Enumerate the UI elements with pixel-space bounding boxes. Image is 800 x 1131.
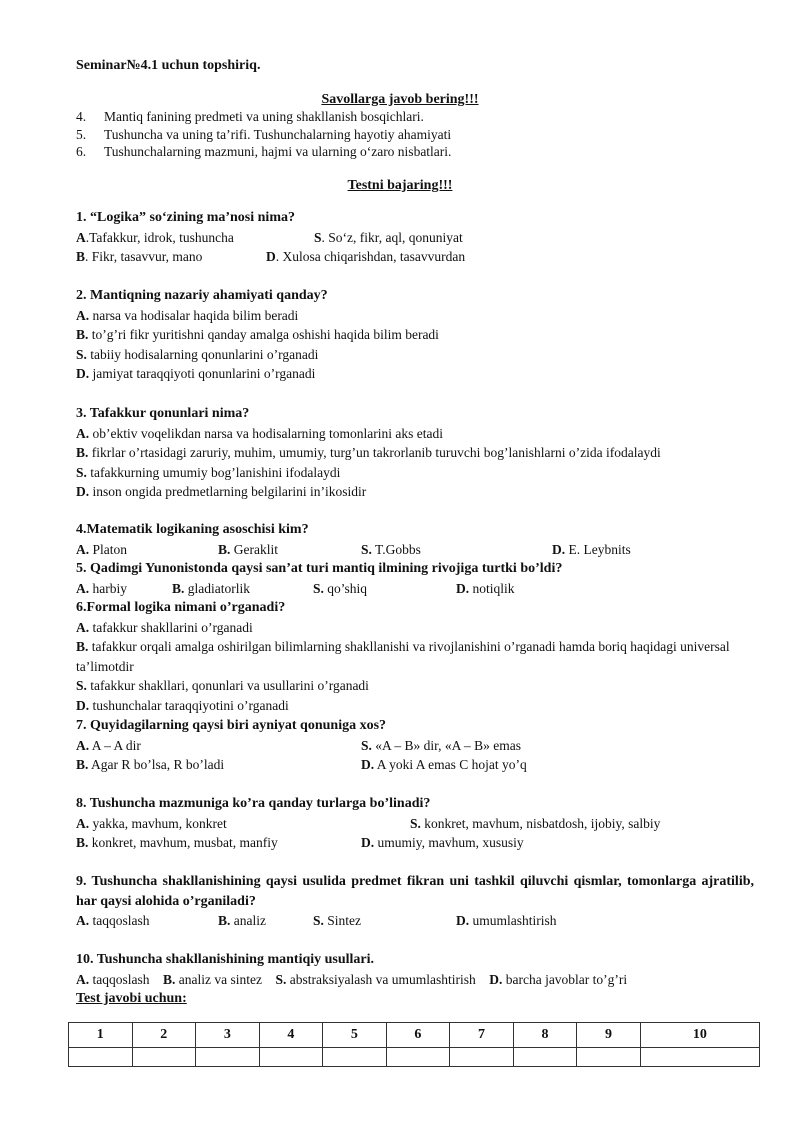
question-text: 6.Formal logika nimani o’rganadi? <box>76 600 286 615</box>
list-item: 4. Mantiq fanining predmeti va uning shakllanish bosqichlari. <box>76 109 424 124</box>
test-question-2: 2. Mantiqning nazariy ahamiyati qanday? A. narsa va hodisalar haqida bilim beradi B. to’g’ri fikr yuritishni qanday amalga oshishi haqida bilim beradi S. tabiiy hodisalarning qonunlarini o’rganadi D. jamiyat taraqqiyoti qonunlarini o’rganadi <box>76 286 756 384</box>
test-heading: Testni bajaring!!! <box>347 178 453 193</box>
test-question-1: 1. “Logika” so‘zining ma’nosi nima? A.Tafakkur, idrok, tushuncha S. So‘z, fikr, aql, qonuniyat B. Fikr, tasavvur, mano D. Xulosa chiqarishdan, tasavvurdan <box>76 208 756 267</box>
answer-cell[interactable] <box>577 1048 641 1067</box>
answer-cell[interactable] <box>259 1048 323 1067</box>
answer-cell[interactable] <box>69 1048 133 1067</box>
test-question-10: 10. Tushuncha shakllanishining mantiqiy usullari. A. taqqoslash B. analiz va sintez S. abstraksiyalash va umumlashtirish D. barcha javoblar to’g’ri Test javobi uchun: <box>76 950 756 1009</box>
answer-cell[interactable] <box>513 1048 577 1067</box>
answer-cell[interactable] <box>132 1048 196 1067</box>
question-text: 10. Tushuncha shakllanishining mantiqiy usullari. <box>76 952 375 967</box>
question-text: 1. “Logika” so‘zining ma’nosi nima? <box>76 210 295 225</box>
test-question-7: 7. Quyidagilarning qaysi biri ayniyat qonuniga xos? A. A – A dir S. «A – B» dir, «A – B» emas B. Agar R bo’lsa, R bo’ladi D. A yoki A emas C hojat yo’q <box>76 716 756 775</box>
answer-cell[interactable] <box>386 1048 450 1067</box>
answer-cell[interactable] <box>196 1048 260 1067</box>
questions-heading: Savollarga javob bering!!! <box>321 92 479 107</box>
test-question-9: 9. Tushuncha shakllanishining qaysi usulida predmet fikran uni tashkil qiluvchi qismlar, tomonlarga ajratilib, har qaysi alohida o’rganiladi? A. taqqoslash B. analiz S. Sintez D. umumlashtirish <box>76 874 754 928</box>
table-row <box>69 1048 760 1067</box>
answer-cell[interactable] <box>640 1048 759 1067</box>
test-question-6: 6.Formal logika nimani o’rganadi? A. tafakkur shakllarini o’rganadi B. tafakkur orqali amalga oshirilgan bilimlarning shakllanishi va rivojlanishini o’rganadi hamda boriq haqidagi universal ta’limotdir S. tafakkur shakllari, qonunlari va usullarini o’rganadi D. tushunchalar taraqqiyotini o’rganadi <box>76 598 756 715</box>
question-text: 2. Mantiqning nazariy ahamiyati qanday? <box>76 288 328 303</box>
table-row: 1 2 3 4 5 6 7 8 9 10 <box>69 1023 760 1048</box>
answer-heading: Test javobi uchun: <box>76 991 187 1006</box>
question-text: 4.Matematik logikaning asoschisi kim? <box>76 522 309 537</box>
question-text: 8. Tushuncha mazmuniga ko’ra qanday turlarga bo’linadi? <box>76 796 431 811</box>
question-text: 3. Tafakkur qonunlari nima? <box>76 406 250 421</box>
test-question-8: 8. Tushuncha mazmuniga ko’ra qanday turlarga bo’linadi? A. yakka, mavhum, konkret S. konkret, mavhum, nisbatdosh, ijobiy, salbiy B. konkret, mavhum, musbat, manfiy D. umumiy, mavhum, xususiy <box>76 794 756 853</box>
answer-cell[interactable] <box>323 1048 387 1067</box>
question-text: 9. Tushuncha shakllanishining qaysi usulida predmet fikran uni tashkil qiluvchi qismlar, tomonlarga ajratilib, har qaysi alohida o’rganiladi? <box>76 874 754 909</box>
answer-cell[interactable] <box>450 1048 514 1067</box>
questions-list <box>76 108 451 161</box>
answer-table <box>68 1022 760 1067</box>
test-question-5: 5. Qadimgi Yunonistonda qaysi san’at turi mantiq ilmining rivojiga turtki bo’ldi? A. harbiy B. gladiatorlik S. qo’shiq D. notiqlik <box>76 559 756 598</box>
page-title: Seminar№4.1 uchun topshiriq. <box>76 58 261 73</box>
test-question-4: 4.Matematik logikaning asoschisi kim? A. Platon B. Geraklit S. T.Gobbs D. E. Leybnits <box>76 520 756 559</box>
test-question-3: 3. Tafakkur qonunlari nima? A. ob’ektiv voqelikdan narsa va hodisalarning tomonlarini aks etadi B. fikrlar o’rtasidagi zaruriy, muhim, umumiy, turg’un takrorlanib turuvchi bog’lanishlarni o’zida ifodalaydi S. tafakkurning umumiy bog’lanishini ifodalaydi D. inson ongida predmetlarning belgilarini in’ikosidir <box>76 404 756 502</box>
list-item: 6. Tushunchalarning mazmuni, hajmi va ularning o‘zaro nisbatlari. <box>76 144 452 159</box>
question-text: 7. Quyidagilarning qaysi biri ayniyat qonuniga xos? <box>76 718 387 733</box>
question-text: 5. Qadimgi Yunonistonda qaysi san’at turi mantiq ilmining rivojiga turtki bo’ldi? <box>76 561 563 576</box>
list-item: 5. Tushuncha va uning ta’rifi. Tushunchalarning hayotiy ahamiyati <box>76 126 452 142</box>
